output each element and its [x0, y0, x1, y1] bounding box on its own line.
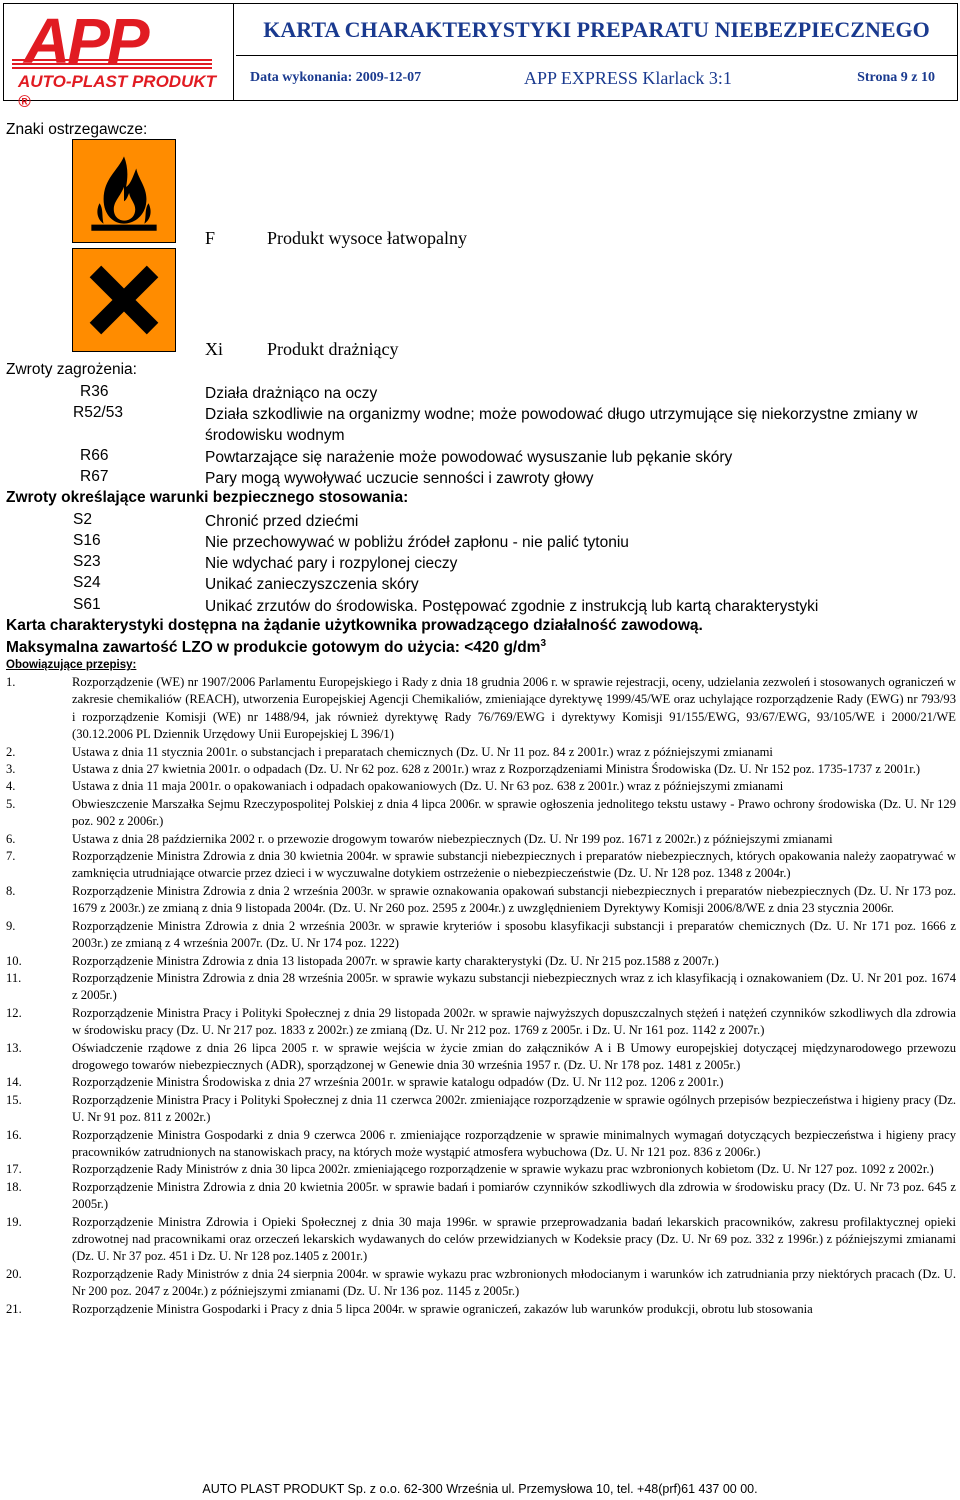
regulation-number: 19. — [6, 1214, 22, 1229]
regulation-text: Rozporządzenie Ministra Zdrowia i Opieki Społecznej z dnia 30 maja 1996r. w sprawie przeprowadzania badań lekarskich pracowników, zakresu profilaktycznej opieki zdrowotnej nad pracownikami oraz orzeczeń lekarskich wydawanych do celów przewidzianych w Kodeksie pracy (Dz. U. Nr 69 poz. 332 z 1996r.) z późniejszymi zmianami (Dz. U. Nr 37 poz. 451 i Dz. U. Nr 128 poz.1405 z 2001r.) — [72, 1214, 956, 1264]
regulation-item — [6, 1074, 956, 1091]
regulation-number: 9. — [6, 918, 16, 933]
regulation-text: Rozporządzenie Ministra Zdrowia z dnia 20 kwietnia 2005r. w sprawie badań i pomiarów czynników szkodliwych dla zdrowia w środowisku pracy (Dz. U. Nr 73 poz. 645 z 2005r.) — [72, 1179, 956, 1212]
phrase-code: R52/53 — [73, 404, 123, 421]
regulation-number: 18. — [6, 1179, 22, 1194]
regulations-list — [6, 674, 956, 1318]
regulation-text: Rozporządzenie Ministra Zdrowia z dnia 2 września 2003r. w sprawie oznakowania opakowań substancji niebezpiecznych i preparatów niebezpiecznych (Dz. U. Nr 173 poz. 1679 z 2003r.) ze zmianą z dnia 9 listopada 2004r. (Dz. U. Nr 260 poz. 2595 z 2004r.) z uwzględnieniem Dyrektywy Komisji 2006/8/WE z dnia 23 stycznia 2006r. — [72, 883, 956, 916]
regulation-item — [6, 761, 956, 778]
regulation-item — [6, 831, 956, 848]
regulation-text: Rozporządzenie Rady Ministrów z dnia 30 lipca 2002r. zmieniającego rozporządzenie w sprawie wykazu prac wzbronionych kobietom (Dz. U. Nr 127 poz. 1092 z 2002r.) — [72, 1162, 934, 1177]
s-phrases-heading: Zwroty określające warunki bezpiecznego stosowania: — [6, 489, 409, 506]
document-title: KARTA CHARAKTERYSTYKI PREPARATU NIEBEZPIECZNEGO — [236, 4, 957, 56]
symbol-name-f: Produkt wysoce łatwopalny — [267, 228, 467, 248]
phrase-text: Nie wdychać pary i rozpylonej cieczy — [205, 555, 458, 572]
lzo-note: Maksymalna zawartość LZO w produkcie gotowym do użycia: <420 $g/dm^3$ — [6, 638, 547, 657]
regulation-text: Rozporządzenie Ministra Pracy i Polityki Społecznej z dnia 29 listopada 2002r. w sprawie najwyższych dopuszczalnych stężeń i natężeń czynników szkodliwych dla zdrowia w środowisku pracy (Dz. U. Nr 217 poz. 1833 z 2002r.) ze zmianą (Dz. U. Nr 212 poz. 1769 z 2005r. i Dz. U. Nr 161 poz. 1142 z 2007r.) — [72, 1005, 956, 1038]
regulation-item — [6, 1179, 956, 1214]
regulation-number: 12. — [6, 1005, 22, 1020]
regulation-number: 1. — [6, 675, 16, 689]
regulation-text: Rozporządzenie Ministra Zdrowia z dnia 30 kwietnia 2004r. w sprawie substancji niebezpiecznych i preparatów niebezpiecznych, których opakowania należy zaopatrywać w zamknięcia utrudniające otwarcie przez dzieci i w wyczuwalne dotykiem ostrzeżenie o niebezpieczeństwie (Dz. U. Nr 128 poz. 1348 z 2004r.) — [72, 849, 956, 881]
page-number: Strona 9 z 10 — [857, 70, 935, 85]
regulation-text: Ustawa z dnia 27 kwietnia 2001r. o odpadach (Dz. U. Nr 62 poz. 628 z 2001r.) wraz z Rozporządzeniami Ministra Środowiska (Dz. U. Nr 152 poz. 1735-1737 z 2001r.) — [72, 762, 921, 777]
phrase-text: Działa szkodliwie na organizmy wodne; może powodować długo utrzymujące się niekorzystne zmiany w środowisku wodnym — [205, 406, 918, 444]
phrase-code: S23 — [73, 553, 101, 570]
regulation-number: 20. — [6, 1266, 22, 1281]
company-logo — [4, 4, 234, 111]
regulation-item — [6, 970, 956, 1005]
regulation-item — [6, 883, 956, 918]
logo-text: APP — [24, 5, 147, 77]
phrase-text: Pary mogą wywoływać uczucie senności i zawroty głowy — [205, 470, 594, 487]
regulation-number: 10. — [6, 953, 22, 968]
regulation-text: Obwieszczenie Marszałka Sejmu Rzeczypospolitej Polskiej z dnia 4 lipca 2006r. w sprawie ogłoszenia jednolitego tekstu ustawy - Prawo ochrony środowiska (Dz. U. Nr 129 poz. 902 z 2006r.) — [72, 796, 956, 829]
regulation-item — [6, 918, 956, 953]
regulation-item — [6, 1214, 956, 1266]
regulation-number: 21. — [6, 1301, 22, 1316]
symbol-code-xi: Xi — [205, 339, 223, 359]
phrase-text: Chronić przed dziećmi — [205, 513, 359, 530]
regulation-number: 14. — [6, 1075, 22, 1090]
phrase-text: Powtarzające się narażenie może powodować wysuszanie lub pękanie skóry — [205, 449, 733, 466]
warnings-heading: Znaki ostrzegawcze: — [6, 121, 148, 138]
phrase-code: S24 — [73, 574, 101, 591]
creation-date: Data wykonania: 2009-12-07 — [250, 70, 422, 85]
regulation-item — [6, 1005, 956, 1040]
regulation-item — [6, 848, 956, 883]
r-phrases-heading: Zwroty zagrożenia: — [6, 361, 137, 378]
regulation-text: Rozporządzenie Ministra Pracy i Polityki Społecznej z dnia 11 czerwca 2002r. zmieniające rozporządzenie w sprawie ogólnych przepisów bezpieczeństwa i higieny pracy (Dz. U. Nr 91 poz. 811 z 2002r.) — [72, 1092, 956, 1125]
regulation-item — [6, 953, 956, 970]
regulation-text: Rozporządzenie Rady Ministrów z dnia 24 sierpnia 2004r. w sprawie wykazu prac wzbronionych młodocianym i warunków ich zatrudniania przy niektórych pracach (Dz. U. Nr 200 poz. 2047 z 2004r.) z późniejszymi zmianami (Dz. U. Nr 136 poz. 1145 z 2005r.) — [72, 1266, 956, 1299]
regulation-number: 3. — [6, 762, 16, 777]
regulation-number: 7. — [6, 849, 16, 864]
regulation-text: Rozporządzenie Ministra Środowiska z dnia 27 września 2001r. w sprawie katalogu odpadów (Dz. U. Nr 112 poz. 1206 z 2001r.) — [72, 1075, 724, 1090]
regulations-heading: Obowiązujące przepisy: — [6, 659, 137, 671]
regulation-text: Ustawa z dnia 11 maja 2001r. o opakowaniach i odpadach opakowaniowych (Dz. U. Nr 63 poz. 638 z 2001r.) wraz z późniejszymi zmianami — [72, 779, 784, 794]
symbol-name-xi: Produkt drażniący — [267, 339, 399, 359]
regulation-number: 8. — [6, 883, 16, 898]
phrase-text: Działa drażniąco na oczy — [205, 385, 378, 402]
regulation-item — [6, 1266, 956, 1301]
regulation-text: Rozporządzenie Ministra Zdrowia z dnia 28 września 2005r. w sprawie wykazu substancji niebezpiecznych wraz z ich klasyfikacją i oznakowaniem (Dz. U. Nr 201 poz. 1674 z 2005r.) — [72, 970, 956, 1003]
logo-subtitle: AUTO-PLAST PRODUKT ® — [18, 72, 217, 111]
regulation-item — [6, 778, 956, 795]
regulation-number: 13. — [6, 1040, 22, 1055]
regulation-number: 15. — [6, 1092, 22, 1107]
registered-mark: ® — [18, 92, 31, 111]
regulation-item — [6, 1127, 956, 1162]
phrase-code: S2 — [73, 511, 92, 528]
regulation-item — [6, 796, 956, 831]
regulation-text: Rozporządzenie Ministra Zdrowia z dnia 2 września 2003r. w sprawie kryteriów i sposobu klasyfikacji substancji i preparatów chemicznych (Dz. U. Nr 171 poz. 1666 z 2003r.) ze zmianą z 4 września 2007r. (Dz. U. Nr 174 poz. 1222) — [72, 918, 956, 951]
phrase-text: Nie przechowywać w pobliżu źródeł zapłonu - nie palić tytoniu — [205, 534, 629, 551]
regulation-text: Rozporządzenie (WE) nr 1907/2006 Parlamentu Europejskiego i Rady z dnia 18 grudnia 2006 r. w sprawie rejestracji, oceny, udzielania zezwoleń i stosowanych ograniczeń w zakresie chemikaliów (REACH), utworzenia Europejskiej Agencji Chemikaliów, zmieniające dyrektywę 1999/45/WE oraz uchylające rozporządzenie Rady (EWG) nr 793/93 i rozporządzenie Komisji (WE) nr 1488/94, jak również dyrektywę Rady 76/769/EWG i dyrektywy Komisji 91/155/EWG, 93/67/EWG, 93/105/WE i 2000/21/WE (30.12.2006 PL Dziennik Urzędowy Unii Europejskiej L 396/1) — [72, 675, 956, 742]
regulation-text: Ustawa z dnia 11 stycznia 2001r. o substancjach i preparatach chemicznych (Dz. U. Nr 11 poz. 84 z 2001r.) wraz z późniejszymi zmianami — [72, 744, 773, 759]
lzo-superscript: 3 — [540, 638, 547, 649]
regulation-item — [6, 1092, 956, 1127]
phrase-code: R66 — [80, 447, 109, 464]
document-header — [3, 3, 958, 111]
regulation-text: Oświadczenie rządowe z dnia 26 lipca 2005 r. w sprawie wejścia w życie zmian do załączników A i B Umowy europejskiej dotyczącej międzynarodowego przewozu drogowego towarów niebezpiecznych (ADR), sporządzonej w Genewie dnia 30 września 1957 r. (Dz. U. Nr 178 poz. 1481 z 2005r.) — [72, 1040, 956, 1072]
phrase-text: Unikać zrzutów do środowiska. Postępować zgodnie z instrukcją lub kartą charakterystyki — [205, 598, 819, 615]
regulation-number: 16. — [6, 1127, 22, 1142]
phrase-text: Unikać zanieczyszczenia skóry — [205, 576, 419, 593]
regulation-item — [6, 744, 956, 761]
phrase-code: S61 — [73, 596, 101, 613]
regulation-item — [6, 1161, 956, 1178]
regulation-number: 11. — [6, 970, 22, 985]
page-footer: AUTO PLAST PRODUKT Sp. z o.o. 62-300 Września ul. Przemysłowa 10, tel. +48(prf)61 437 00 00. — [202, 1482, 758, 1496]
regulation-number: 17. — [6, 1162, 22, 1177]
regulation-item — [6, 1301, 956, 1318]
product-name: APP EXPRESS Klarlack 3:1 — [524, 68, 732, 88]
regulation-text: Rozporządzenie Ministra Zdrowia z dnia 13 listopada 2007r. w sprawie karty charakterystyki (Dz. U. Nr 215 poz.1588 z 2007r.) — [72, 953, 719, 968]
regulation-text: Rozporządzenie Ministra Gospodarki z dnia 9 czerwca 2006 r. zmieniające rozporządzenie w sprawie minimalnych wymagań dotyczących bezpieczeństwa i higieny pracy pracowników zatrudnionych na stanowiskach pracy, na których może wystąpić atmosfera wybuchowa (Dz. U. Nr 121 poz. 836 z 2006r.) — [72, 1127, 956, 1159]
symbol-code-f: F — [205, 228, 216, 248]
cross-icon — [72, 248, 176, 352]
regulation-text: Ustawa z dnia 28 października 2002 r. o przewozie drogowym towarów niebezpiecznych (Dz. U. Nr 199 poz. 1671 z 2002r.) z późniejszymi zmianami — [72, 831, 833, 846]
availability-note: Karta charakterystyki dostępna na żądanie użytkownika prowadzącego działalność zawodową. — [6, 617, 703, 634]
regulation-item — [6, 674, 956, 744]
phrase-code: S16 — [73, 532, 101, 549]
flame-icon — [72, 139, 176, 243]
regulation-item — [6, 1040, 956, 1075]
phrase-code: R36 — [80, 383, 109, 400]
regulation-number: 4. — [6, 779, 16, 794]
regulation-number: 5. — [6, 796, 16, 811]
regulation-number: 6. — [6, 831, 16, 846]
phrase-code: R67 — [80, 468, 109, 485]
regulation-number: 2. — [6, 744, 16, 759]
regulation-text: Rozporządzenie Ministra Gospodarki i Pracy z dnia 5 lipca 2004r. w sprawie ograniczeń, zakazów lub warunków produkcji, obrotu lub stosowania — [72, 1301, 813, 1316]
